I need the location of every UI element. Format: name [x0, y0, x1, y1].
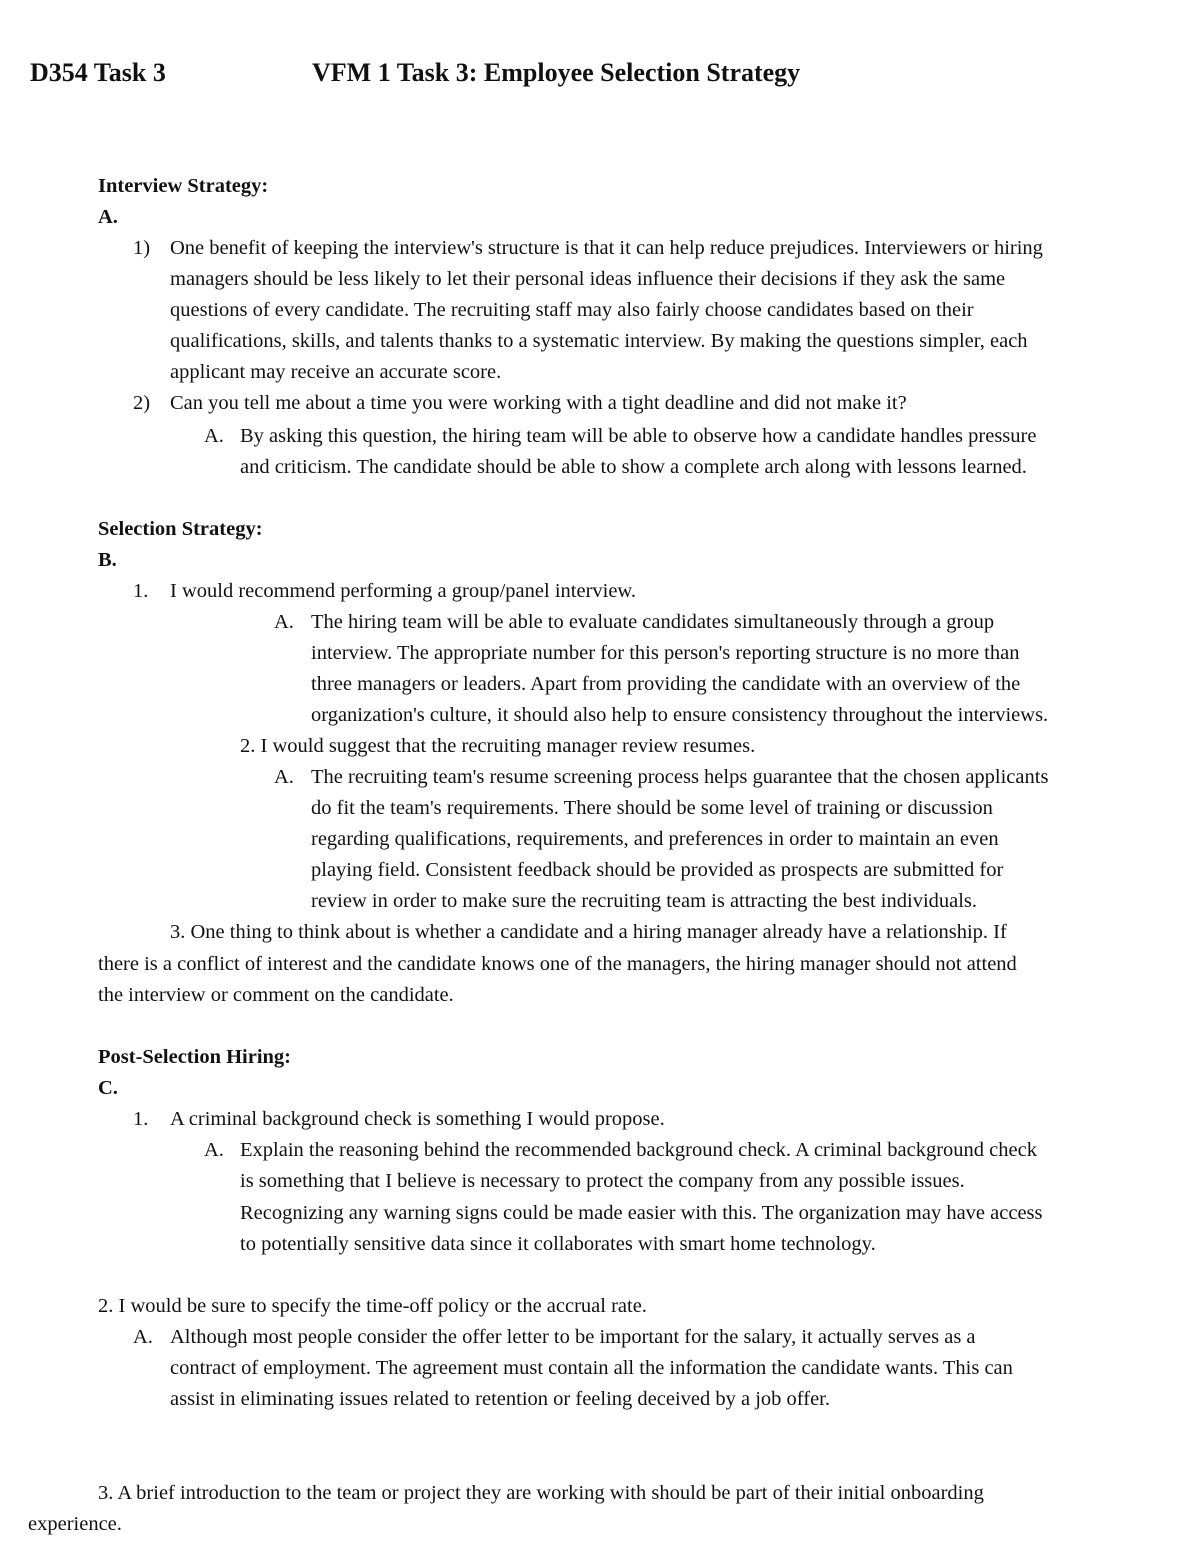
list-letter: A.: [204, 1139, 224, 1161]
interview-question: Can you tell me about a time you were working with a tight deadline and did not make it?: [170, 392, 907, 414]
paragraph-line: contract of employment. The agreement must contain all the information the candidate wants. This can: [170, 1357, 1013, 1379]
section-heading-selection: Selection Strategy:: [98, 518, 263, 540]
paragraph-line: The hiring team will be able to evaluate candidates simultaneously through a group: [311, 611, 995, 633]
list-number: 2): [133, 392, 151, 414]
paragraph-line: regarding qualifications, requirements, and preferences in order to maintain an even: [311, 828, 999, 850]
list-number: 1): [133, 237, 151, 259]
list-number: 1.: [133, 1108, 149, 1130]
paragraph-line: 3. A brief introduction to the team or project they are working with should be part of their initial onboarding: [98, 1482, 984, 1504]
paragraph-line: Recognizing any warning signs could be made easier with this. The organization may have access: [240, 1202, 1043, 1224]
paragraph-line: Although most people consider the offer letter to be important for the salary, it actually serves as a: [170, 1326, 976, 1348]
paragraph-line: to potentially sensitive data since it collaborates with smart home technology.: [240, 1233, 876, 1255]
paragraph-line: I would recommend performing a group/panel interview.: [170, 580, 637, 602]
list-letter: A.: [274, 611, 294, 633]
paragraph-line: review in order to make sure the recruiting team is attracting the best individuals.: [311, 890, 978, 912]
paragraph-line: One benefit of keeping the interview's structure is that it can help reduce prejudices. Interviewers or hiring: [170, 237, 1043, 259]
section-heading-post-selection: Post-Selection Hiring:: [98, 1046, 292, 1068]
paragraph-line: organization's culture, it should also help to ensure consistency throughout the interviews.: [311, 704, 1049, 726]
paragraph-line: qualifications, skills, and talents thanks to a systematic interview. By making the questions simpler, each: [170, 330, 1028, 352]
paragraph-line: and criticism. The candidate should be able to show a complete arch along with lessons learned.: [240, 456, 1027, 478]
paragraph-line: Explain the reasoning behind the recommended background check. A criminal background check: [240, 1139, 1037, 1161]
document-title: VFM 1 Task 3: Employee Selection Strategy: [312, 58, 801, 87]
paragraph-line: questions of every candidate. The recruiting staff may also fairly choose candidates based on their: [170, 299, 974, 321]
section-label-a: A.: [98, 206, 118, 228]
list-letter: A.: [133, 1326, 153, 1348]
paragraph-line: playing field. Consistent feedback should be provided as prospects are submitted for: [311, 859, 1004, 881]
paragraph-line: three managers or leaders. Apart from providing the candidate with an overview of the: [311, 673, 1021, 695]
list-letter: A.: [204, 425, 224, 447]
list-number: 1.: [133, 580, 149, 602]
paragraph-line: applicant may receive an accurate score.: [170, 361, 502, 383]
course-code: D354 Task 3: [30, 58, 166, 87]
section-label-b: B.: [98, 549, 117, 571]
paragraph-line: 3. One thing to think about is whether a candidate and a hiring manager already have a relationship. If: [170, 921, 1007, 943]
paragraph-line: interview. The appropriate number for this person's reporting structure is no more than: [311, 642, 1020, 664]
paragraph-line: experience.: [28, 1513, 122, 1535]
paragraph-line: assist in eliminating issues related to retention or feeling deceived by a job offer.: [170, 1388, 830, 1410]
paragraph-line: 2. I would suggest that the recruiting manager review resumes.: [240, 735, 756, 757]
paragraph-line: A criminal background check is something I would propose.: [170, 1108, 665, 1130]
paragraph-line: The recruiting team's resume screening process helps guarantee that the chosen applicants: [311, 766, 1049, 788]
section-label-c: C.: [98, 1077, 118, 1099]
paragraph-line: the interview or comment on the candidate.: [98, 984, 454, 1006]
paragraph-line: is something that I believe is necessary to protect the company from any possible issues.: [240, 1170, 965, 1192]
list-letter: A.: [274, 766, 294, 788]
paragraph-line: do fit the team's requirements. There should be some level of training or discussion: [311, 797, 993, 819]
paragraph-line: 2. I would be sure to specify the time-off policy or the accrual rate.: [98, 1295, 647, 1317]
section-heading-interview: Interview Strategy:: [98, 175, 269, 197]
paragraph-line: managers should be less likely to let their personal ideas influence their decisions if they ask the same: [170, 268, 1006, 290]
paragraph-line: By asking this question, the hiring team will be able to observe how a candidate handles pressure: [240, 425, 1037, 447]
paragraph-line: there is a conflict of interest and the candidate knows one of the managers, the hiring manager should not attend: [98, 953, 1017, 975]
